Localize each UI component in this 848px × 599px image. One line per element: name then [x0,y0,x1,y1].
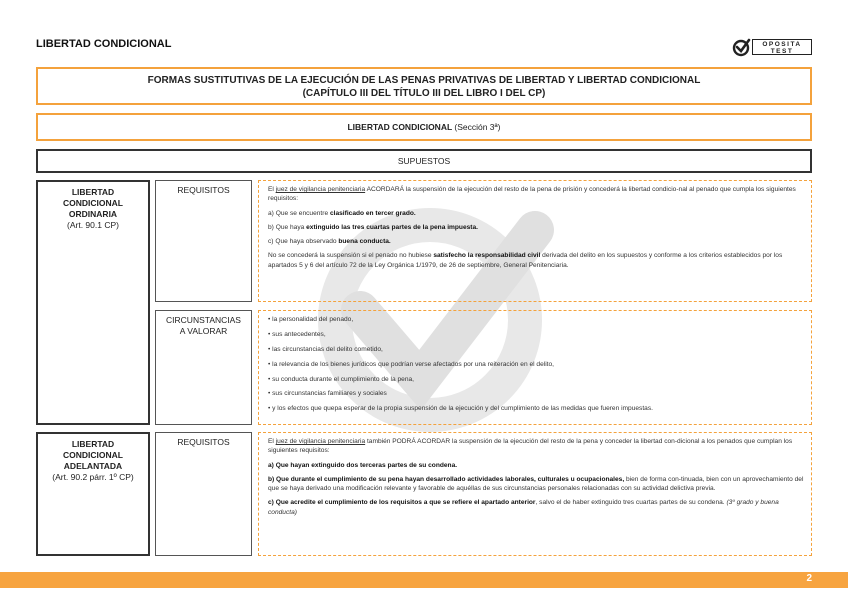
banner-line-2: (CAPÍTULO III DEL TÍTULO III DEL LIBRO I DEL CP) [302,88,546,99]
list-item: • la relevancia de los bienes jurídicos que podrían verse afectados por una reiteración en el delito, [268,360,555,368]
adelantada-req-b: b) Que durante el cumplimiento de su pena hayan desarrollado actividades laborales, culturales u ocupacionales, bien de forma con-tinuada, bien con un aprovechamiento del que se haya derivado una modificación relevante y favorable de aquéllas de sus circunstancias personales relacionadas con su actividad delictiva previa. [268,475,804,493]
adelantada-title-line-3: ADELANTADA [63,461,123,471]
logo-line-2: TEST [770,48,794,55]
logo-wordmark [752,39,812,55]
ordinaria-requisitos-content [258,180,812,302]
adelantada-article: (Art. 90.2 párr. 1º CP) [52,472,134,482]
adelantada-req-c: c) Que acredite el cumplimiento de los requisitos a que se refiere el apartado anterior, salvo el de haber extinguido tres cuartas partes de su condena. (3º grado y buena conducta) [268,499,779,516]
ordinaria-note: No se concederá la suspensión si el penado no hubiese satisfecho la responsabilidad civil derivada del delito en los supuestos y conforme a los criterios establecidos por los apartados 5 y 6 del artículo 72 de la Ley Orgánica 1/1979, de 26 de septiembre, General Penitenciaria. [268,252,783,269]
page-title: LIBERTAD CONDICIONAL [36,38,172,50]
ordinaria-req-b: b) Que haya extinguido las tres cuartas partes de la pena impuesta. [268,223,478,231]
supuestos-header: SUPUESTOS [36,149,812,173]
adelantada-requisitos-content [258,432,812,556]
section-subtitle: (Sección 3ª) [454,122,501,132]
list-item: • sus circunstancias familiares y sociales [268,390,387,398]
ordinaria-title-line-1: LIBERTAD [71,187,115,197]
check-circle-icon [732,36,752,58]
list-item: • las circunstancias del delito cometido, [268,345,383,353]
adelantada-req-a: a) Que hayan extinguido dos terceras partes de su condena. [268,461,458,469]
ordinaria-req-a: a) Que se encuentre clasificado en tercer grado. [268,209,416,217]
section-title: LIBERTAD CONDICIONAL [347,122,452,132]
ordinaria-title-line-3: ORDINARIA [68,209,118,219]
circunstancias-label-line-1: CIRCUNSTANCIAS [166,315,241,325]
adelantada-title-line-2: CONDICIONAL [63,450,123,460]
list-item: • la personalidad del penado, [268,316,354,323]
adelantada-title-line-1: LIBERTAD [71,439,115,449]
adelantada-requisitos-label: REQUISITOS [155,432,252,556]
ordinaria-intro: El juez de vigilancia penitenciaria ACORDARÁ la suspensión de la ejecución del resto de la pena de prisión y concederá la libertad condicio-nal al penado que cumpla los siguientes requisitos: [268,186,796,203]
list-item: • su conducta durante el cumplimiento de la pena, [268,375,414,383]
ordinaria-article: (Art. 90.1 CP) [67,220,119,230]
circunstancias-content [258,310,812,425]
adelantada-intro: El juez de vigilancia penitenciaria también PODRÁ ACORDAR la suspensión de la ejecución del resto de la pena y conceder la libertad con-dicional a los penados que cumplan los siguientes requisitos: [268,438,793,455]
banner-line-1: FORMAS SUSTITUTIVAS DE LA EJECUCIÓN DE LAS PENAS PRIVATIVAS DE LIBERTAD Y LIBERTAD CONDICIONAL [147,75,701,86]
section-header [36,113,812,141]
list-item: • y los efectos que quepa esperar de la propia suspensión de la ejecución y del cumplimiento de las medidas que fueren impuestas. [268,405,653,413]
ordinaria-title-line-2: CONDICIONAL [63,198,123,208]
ordinaria-requisitos-label: REQUISITOS [155,180,252,302]
circunstancias-label [155,310,252,425]
list-item: • sus antecedentes, [268,330,326,338]
circunstancias-list [268,315,805,414]
logo-line-1: OPOSITA [762,41,802,48]
adelantada-heading [36,432,150,556]
ordinaria-req-c: c) Que haya observado buena conducta. [268,238,391,246]
chapter-banner [36,67,812,105]
oposita-test-logo [732,36,812,58]
page-number: 2 [806,573,812,584]
circunstancias-label-line-2: A VALORAR [179,326,228,336]
ordinaria-heading [36,180,150,425]
footer-bar [0,572,848,588]
